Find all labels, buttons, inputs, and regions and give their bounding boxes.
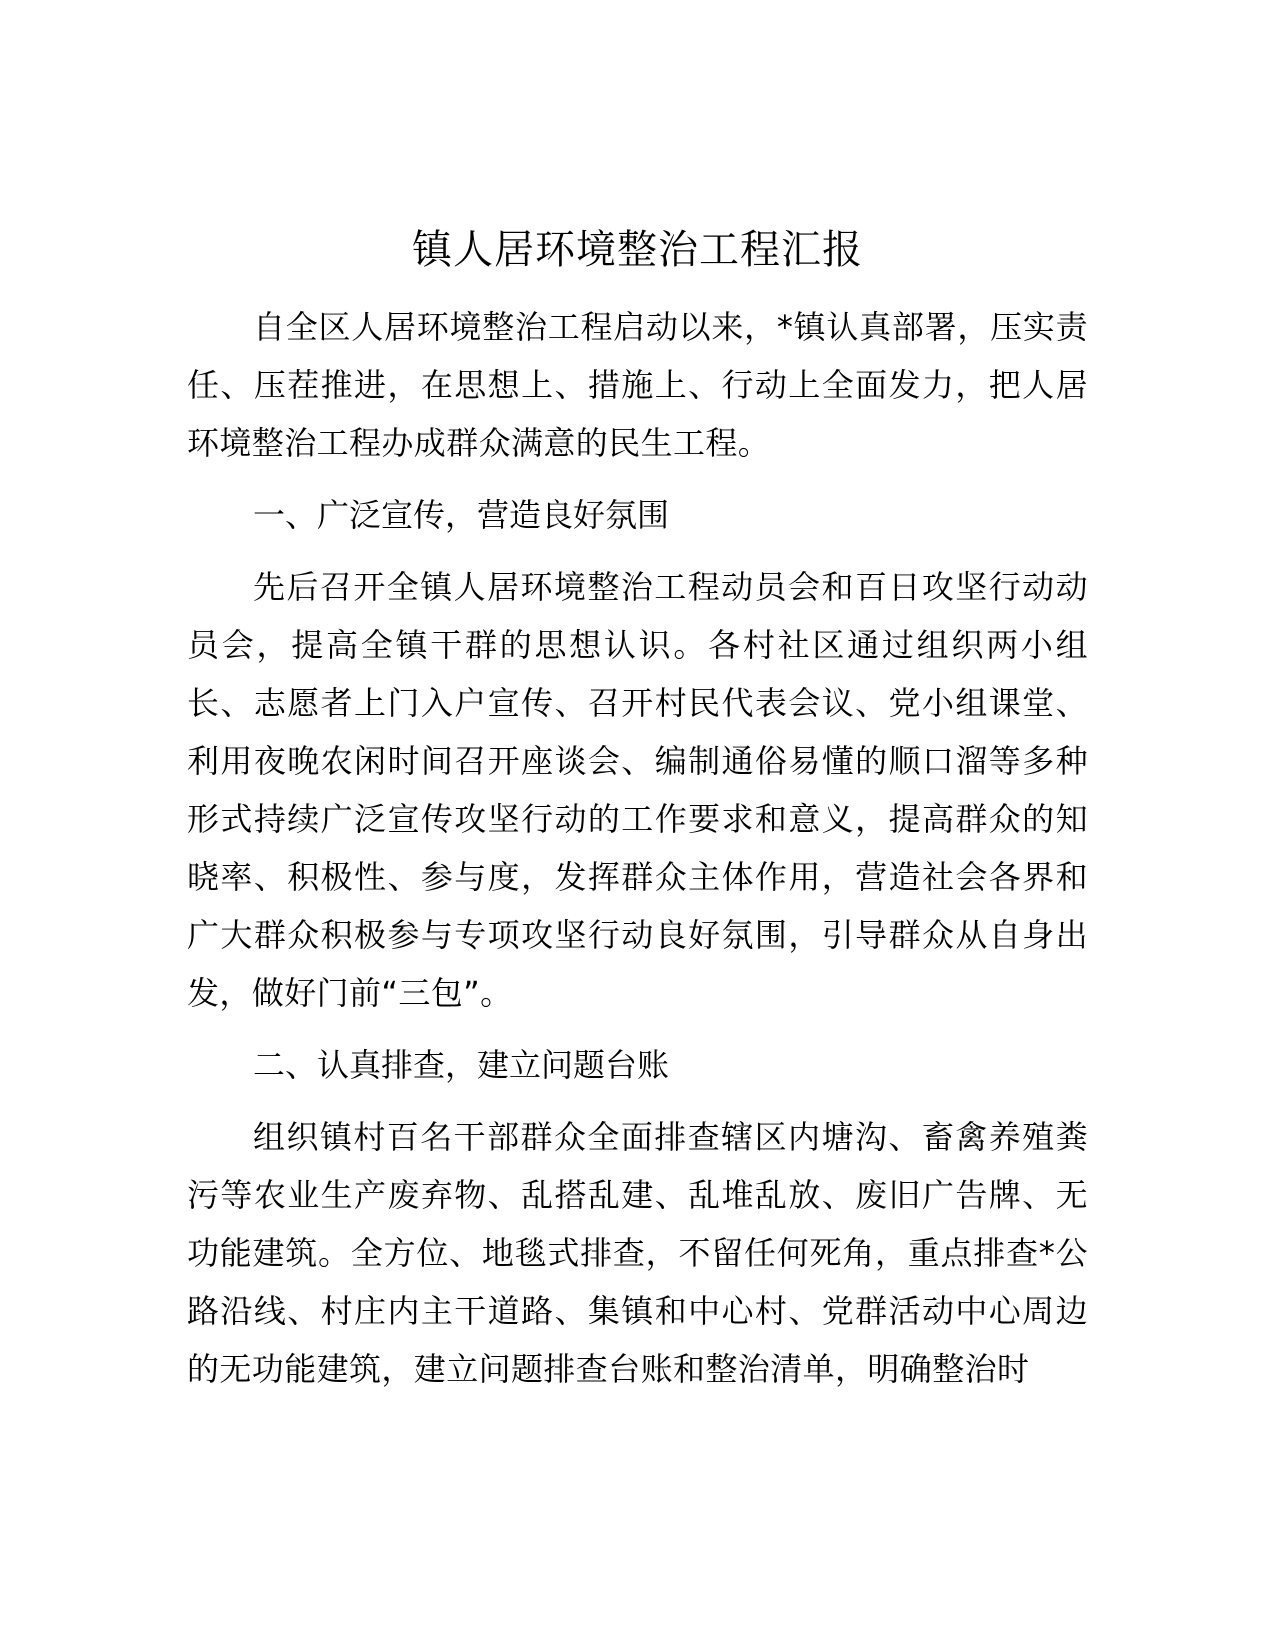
section-1-heading: 一、广泛宣传，营造良好氛围 — [253, 496, 670, 534]
section-1-paragraph: 先后召开全镇人居环境整治工程动员会和百日攻坚行动动员会，提高全镇干群的思想认识。各村社区通过组织两小组长、志愿者上门入户宣传、召开村民代表会议、党小组课堂、利用夜晚农闲时间召开座谈会、编制通俗易懂的顺口溜等多种形式持续广泛宣传攻坚行动的工作要求和意义，提高群众的知晓率、积极性、参与度，发挥群众主体作用，营造社会各界和广大群众积极参与专项攻坚行动良好氛围，引导群众从自身出发，做好门前“三包”。 — [187, 568, 1088, 1012]
document-body — [187, 298, 1088, 1398]
document-title: 镇人居环境整治工程汇报 — [412, 227, 863, 273]
section-2-paragraph: 组织镇村百名干部群众全面排查辖区内塘沟、畜禽养殖粪污等农业生产废弃物、乱搭乱建、乱堆乱放、废旧广告牌、无功能建筑。全方位、地毯式排查，不留任何死角，重点排查*公路沿线、村庄内主干道路、集镇和中心村、党群活动中心周边的无功能建筑，建立问题排查台账和整治清单，明确整治时 — [187, 1118, 1088, 1388]
section-2-heading: 二、认真排查，建立问题台账 — [253, 1046, 670, 1084]
intro-paragraph: 自全区人居环境整治工程启动以来，*镇认真部署，压实责任、压茬推进，在思想上、措施上、行动上全面发力，把人居环境整治工程办成群众满意的民生工程。 — [187, 308, 1088, 462]
